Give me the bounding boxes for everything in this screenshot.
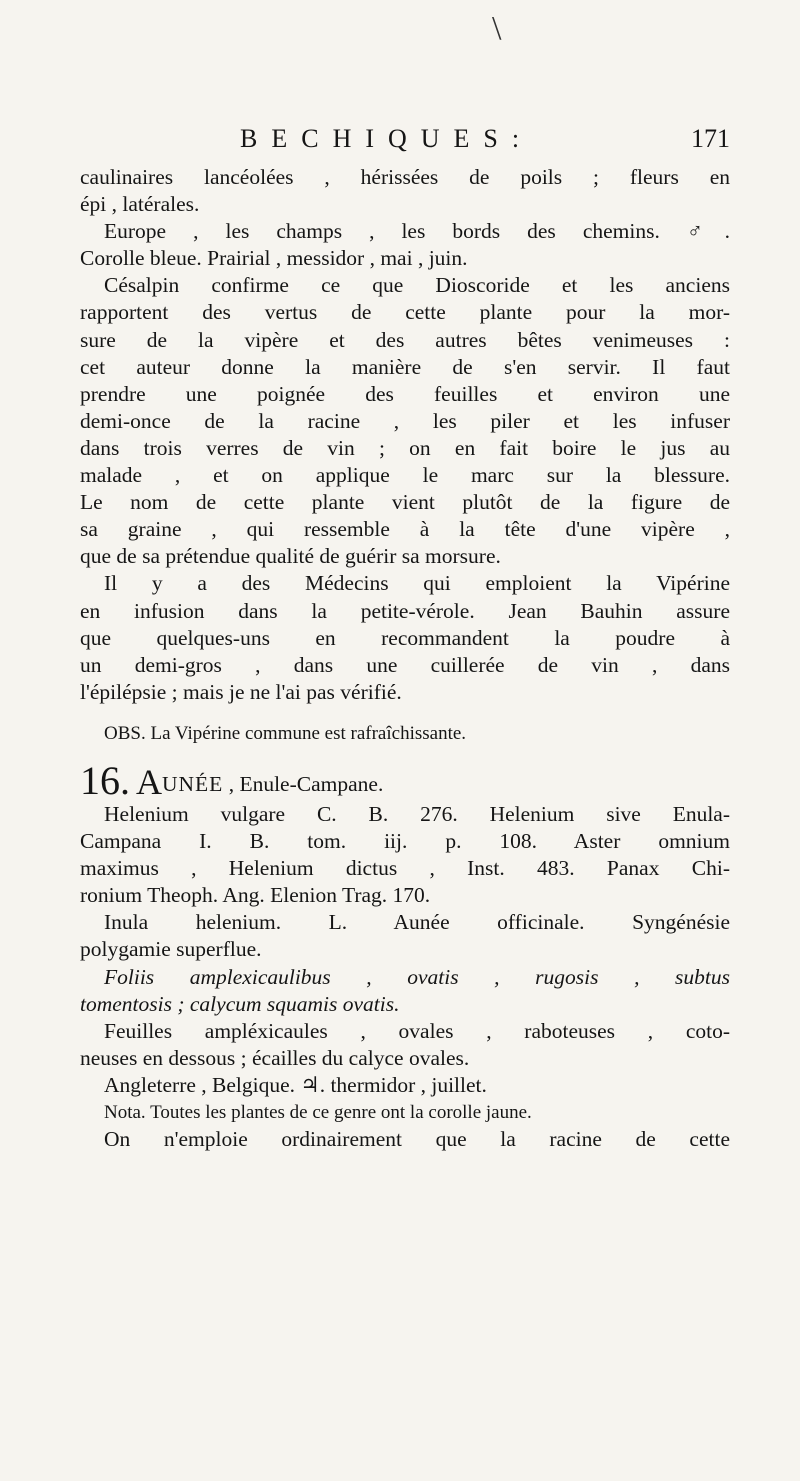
text-line: sa graine , qui ressemble à la tête d'une vipère , — [80, 517, 730, 542]
nota-line: Nota. Toutes les plantes de ce genre ont la corolle jaune. — [104, 1102, 532, 1123]
linnaean-line: polygamie superflue. — [80, 937, 262, 962]
text-line: Césalpin confirme ce que Dioscoride et les anciens — [104, 273, 730, 298]
text-line: Europe , les champs , les bords des chemins. ♂. — [104, 219, 730, 244]
synonym-line: ronium Theoph. Ang. Elenion Trag. 170. — [80, 883, 431, 908]
french-description-line: neuses en dessous ; écailles du calyce ovales. — [80, 1045, 470, 1070]
text-line: épi , latérales. — [80, 192, 200, 217]
text-line: l'épilépsie ; mais je ne l'ai pas vérifié. — [80, 679, 402, 704]
entry-name: UNÉE — [162, 771, 224, 796]
text-line: malade , et on applique le marc sur la blessure. — [80, 463, 730, 488]
text-line: Corolle bleue. Prairial , messidor , mai , juin. — [80, 246, 468, 271]
synonym-line: Campana I. B. tom. iij. p. 108. Aster omnium — [80, 829, 730, 854]
body-text — [80, 164, 730, 1153]
corner-mark: \ — [492, 10, 502, 47]
text-line: Il y a des Médecins qui emploient la Vipérine — [104, 571, 730, 596]
french-description-line: Feuilles ampléxicaules , ovales , raboteuses , coto- — [104, 1018, 730, 1043]
synonym-line: Helenium vulgare C. B. 276. Helenium sive Enula- — [104, 801, 730, 826]
text-line: caulinaires lancéolées , hérissées de poils ; fleurs en — [80, 165, 730, 189]
text-line: Le nom de cette plante vient plutôt de la figure de — [80, 490, 730, 515]
text-line: que quelques-uns en recommandent la poudre à — [80, 625, 730, 650]
entry-common-name: , Enule-Campane. — [228, 771, 384, 796]
text-line: dans trois verres de vin ; on en fait boire le jus au — [80, 435, 730, 460]
habitat-line: Angleterre , Belgique. ♃. thermidor , juillet. — [104, 1072, 487, 1097]
synonym-line: maximus , Helenium dictus , Inst. 483. Panax Chi- — [80, 856, 730, 881]
entry-initial: A — [136, 761, 162, 801]
running-title: BECHIQUES: — [240, 124, 534, 153]
entry-heading — [80, 761, 730, 801]
text-line: sure de la vipère et des autres bêtes venimeuses : — [80, 327, 730, 352]
text-line: un demi-gros , dans une cuillerée de vin , dans — [80, 652, 730, 677]
running-header — [80, 120, 730, 160]
page-number: 171 — [691, 124, 730, 153]
text-line: rapportent des vertus de cette plante pour la mor- — [80, 300, 730, 325]
latin-description-line: tomentosis ; calycum squamis ovatis. — [80, 991, 400, 1016]
text-line: que de sa prétendue qualité de guérir sa morsure. — [80, 544, 501, 569]
obs-note: OBS. La Vipérine commune est rafraîchissante. — [104, 722, 467, 744]
text-line: prendre une poignée des feuilles et environ une — [80, 381, 730, 406]
entry-number: 16. — [80, 760, 130, 801]
latin-description-line: Foliis amplexicaulibus , ovatis , rugosis , subtus — [104, 964, 730, 989]
text-line: demi-once de la racine , les piler et les infuser — [80, 408, 730, 433]
text-line: en infusion dans la petite-vérole. Jean Bauhin assure — [80, 598, 730, 623]
text-line: cet auteur donne la manière de s'en servir. Il faut — [80, 354, 730, 379]
linnaean-line: Inula helenium. L. Aunée officinale. Syngénésie — [104, 910, 730, 935]
text-line: On n'emploie ordinairement que la racine de cette — [104, 1127, 730, 1152]
